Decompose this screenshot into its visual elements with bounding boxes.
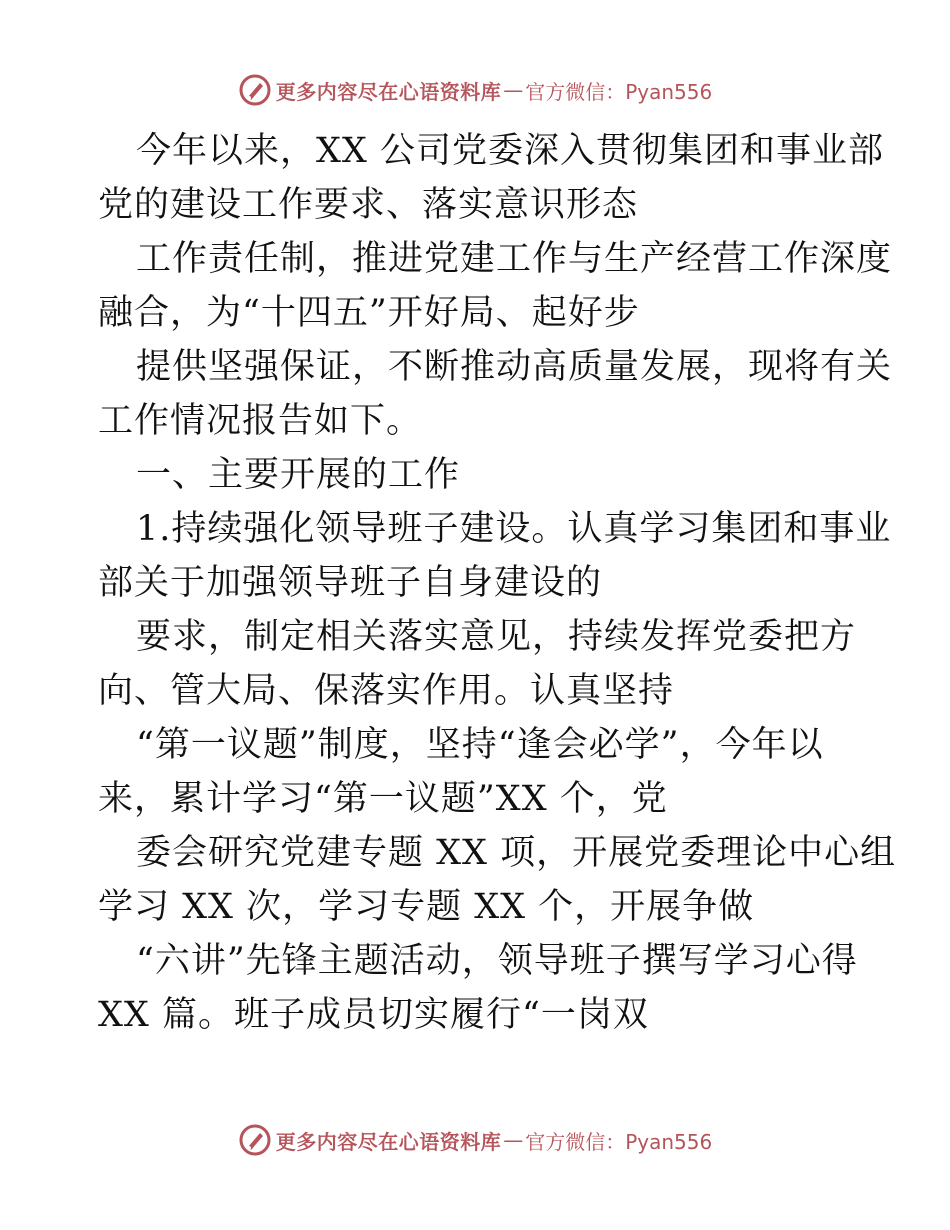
text-line: “六讲”先锋主题活动，领导班子撰写学习心得: [136, 941, 858, 981]
watermark-text: 更多内容尽在心语资料库: [275, 1129, 502, 1154]
text-line: 部关于加强领导班子自身建设的: [98, 563, 603, 603]
watermark-contact: 官方微信：Pyan556: [525, 79, 713, 104]
text-line: 提供坚强保证，不断推动高质量发展，现将有关: [136, 347, 893, 387]
document-body: [98, 124, 897, 1042]
watermark-banner-bottom: [0, 1118, 950, 1162]
text-line: 1.持续强化领导班子建设。认真学习集团和事业: [136, 509, 892, 549]
text-line: 工作责任制，推进党建工作与生产经营工作深度: [136, 239, 893, 279]
text-line: 融合，为“十四五”开好局、起好步: [98, 293, 640, 333]
text-line: 来，累计学习“第一议题”XX 个，党: [98, 779, 668, 819]
watermark-contact: 官方微信：Pyan556: [525, 1129, 713, 1154]
text-line: XX 篇。班子成员切实履行“一岗双: [98, 995, 649, 1035]
text-line: 工作情况报告如下。: [98, 401, 423, 441]
text-line: 学习 XX 次，学习专题 XX 个，开展争做: [98, 887, 755, 927]
pen-circle-icon: [238, 1123, 272, 1157]
text-line: 向、管大局、保落实作用。认真坚持: [98, 671, 675, 711]
text-line: 党的建设工作要求、落实意识形态: [98, 185, 639, 225]
text-line: 今年以来，XX 公司党委深入贯彻集团和事业部: [136, 131, 884, 171]
watermark-text: 更多内容尽在心语资料库: [275, 79, 502, 104]
pen-circle-icon: [238, 73, 272, 107]
section-heading: 一、主要开展的工作: [136, 455, 461, 495]
text-line: 委会研究党建专题 XX 项，开展党委理论中心组: [136, 833, 897, 873]
watermark-dash: —: [503, 1128, 524, 1152]
watermark-banner-top: [0, 68, 950, 112]
text-line: 要求，制定相关落实意见，持续发挥党委把方: [136, 617, 857, 657]
text-line: “第一议题”制度，坚持“逢会必学”，今年以: [136, 725, 824, 765]
watermark-dash: —: [503, 78, 524, 102]
